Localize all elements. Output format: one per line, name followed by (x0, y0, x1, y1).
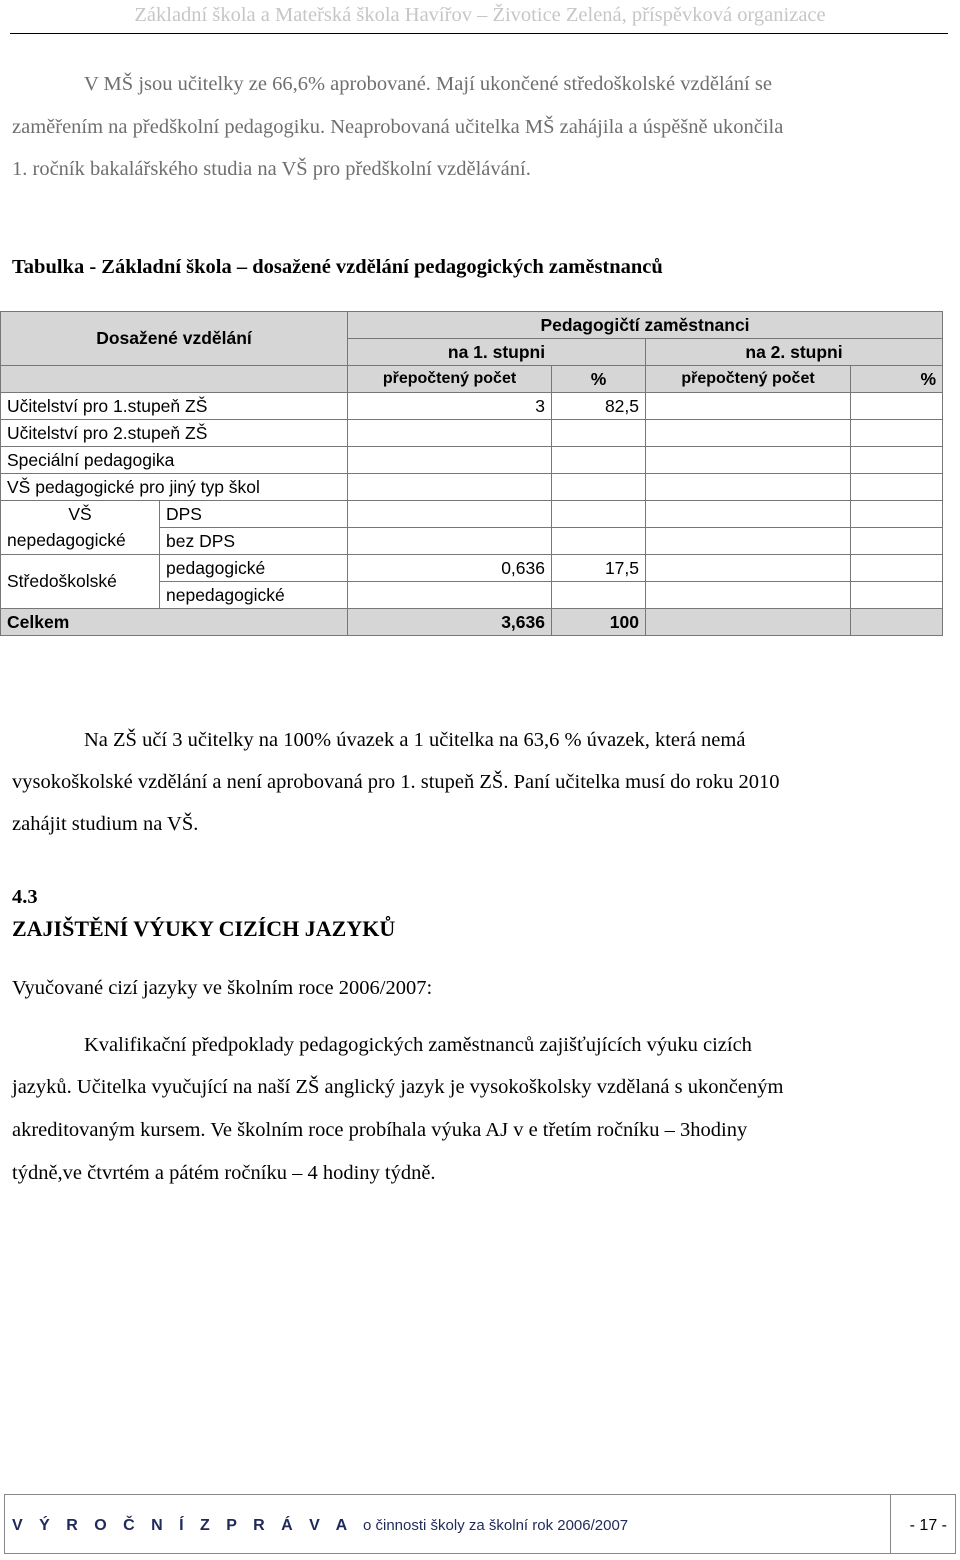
lang-line-2: jazyků. Učitelka vyučující na naší ZŠ anglický jazyk je vysokoškolsky vzdělaná s ukončeným (12, 1076, 784, 1098)
footer-subtitle: o činnosti školy za školní rok 2006/2007 (363, 1517, 629, 1534)
table-row (1, 528, 943, 555)
footer-title-text: V Ý R O Č N Í Z P R Á V A (12, 1517, 353, 1534)
dps-label: DPS (160, 501, 348, 528)
total-pct-1: 100 (552, 609, 646, 636)
header-staff: Pedagogičtí zaměstnanci (348, 312, 943, 339)
row-count-1: 3 (348, 393, 552, 420)
header-pct-1: % (552, 366, 646, 393)
education-table (0, 311, 943, 636)
page-footer (4, 1494, 956, 1554)
total-label: Celkem (1, 609, 348, 636)
header-blank (1, 366, 348, 393)
intro-line-3: 1. ročník bakalářského studia na VŠ pro předškolní vzdělávání. (12, 158, 531, 180)
table-row (1, 555, 943, 582)
secondary-ped-count-1: 0,636 (348, 555, 552, 582)
header-education: Dosažené vzdělání (1, 312, 348, 366)
no-dps-label: bez DPS (160, 528, 348, 555)
intro-line-1: V MŠ jsou učitelky ze 66,6% aprobované. Mají ukončené středoškolské vzdělání se (84, 73, 772, 95)
table-row (1, 420, 943, 447)
header-recalc-2: přepočtený počet (646, 366, 851, 393)
lang-line-1: Kvalifikační předpoklady pedagogických zaměstnanců zajišťujících výuku cizích (84, 1034, 752, 1056)
page-header: Základní škola a Mateřská škola Havířov – Životice Zelená, příspěvková organizace (134, 4, 826, 26)
header-level-1: na 1. stupni (348, 339, 646, 366)
zs-line-2: vysokoškolské vzdělání a není aprobovaná pro 1. stupeň ZŠ. Paní učitelka musí do roku 2010 (12, 771, 780, 793)
row-label: Speciální pedagogika (1, 447, 348, 474)
vs-nonped-label-2: nepedagogické (1, 528, 160, 555)
table-row (1, 393, 943, 420)
lang-line-3: akreditovaným kursem. Ve školním roce probíhala výuka AJ v e třetím ročníku – 3hodiny (12, 1119, 748, 1141)
total-count-1: 3,636 (348, 609, 552, 636)
secondary-nonped-label: nepedagogické (160, 582, 348, 609)
header-level-2: na 2. stupni (646, 339, 943, 366)
secondary-ped-pct-1: 17,5 (552, 555, 646, 582)
section-title: ZAJIŠTĚNÍ VÝUKY CIZÍCH JAZYKŮ (12, 916, 396, 941)
page-number: - 17 - (909, 1517, 947, 1534)
header-recalc-1: přepočtený počet (348, 366, 552, 393)
intro-line-2: zaměřením na předškolní pedagogiku. Neaprobovaná učitelka MŠ zahájila a úspěšně ukončila (12, 116, 784, 138)
row-pct-1: 82,5 (552, 393, 646, 420)
row-label: VŠ pedagogické pro jiný typ škol (1, 474, 348, 501)
row-label: Učitelství pro 2.stupeň ZŠ (1, 420, 348, 447)
lang-line-4: týdně,ve čtvrtém a pátém ročníku – 4 hodiny týdně. (12, 1162, 436, 1184)
total-row (1, 609, 943, 636)
secondary-label: Středoškolské (1, 555, 160, 609)
secondary-ped-label: pedagogické (160, 555, 348, 582)
table-row (1, 501, 943, 528)
section-number: 4.3 (12, 886, 38, 908)
table-title: Tabulka - Základní škola – dosažené vzdělání pedagogických zaměstnanců (12, 256, 663, 278)
zs-line-1: Na ZŠ učí 3 učitelky na 100% úvazek a 1 učitelka na 63,6 % úvazek, která nemá (84, 729, 746, 751)
footer-divider (890, 1495, 891, 1553)
footer-title (12, 1517, 628, 1535)
row-label: Učitelství pro 1.stupeň ZŠ (1, 393, 348, 420)
zs-line-3: zahájit studium na VŠ. (12, 813, 199, 835)
header-rule (10, 33, 948, 34)
header-pct-2: % (851, 366, 943, 393)
vs-nonped-label-1: VŠ (1, 501, 160, 528)
table-row (1, 474, 943, 501)
section-subtitle: Vyučované cizí jazyky ve školním roce 2006/2007: (12, 977, 433, 999)
table-row (1, 447, 943, 474)
